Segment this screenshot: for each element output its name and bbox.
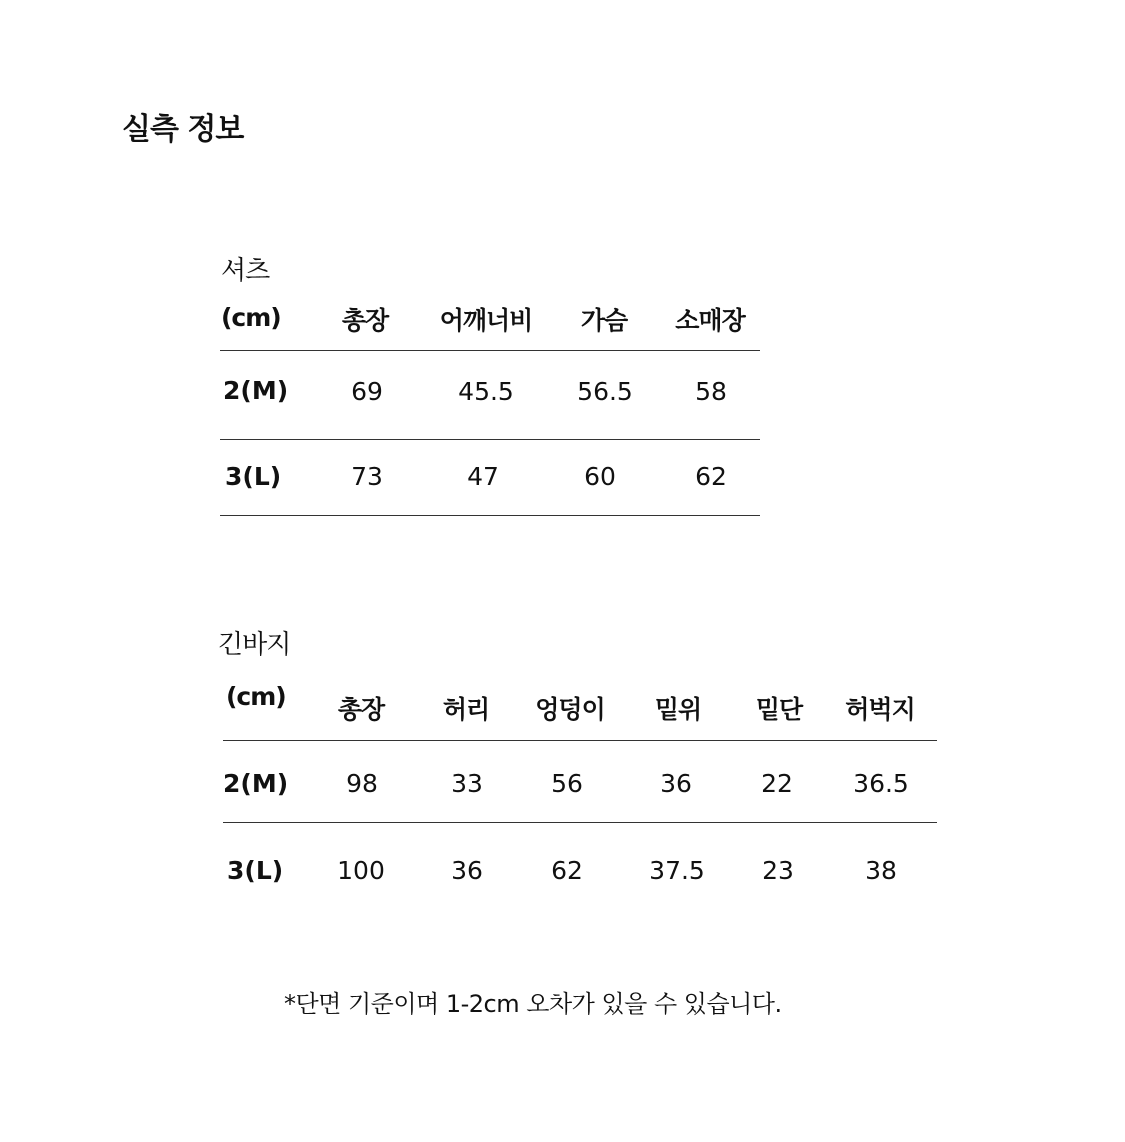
- shirt-cell: 47: [467, 462, 499, 491]
- pants-col-thigh: 허벅지: [845, 695, 915, 724]
- pants-row-size: 2(M): [223, 769, 289, 798]
- shirt-row-size: 3(L): [225, 462, 282, 491]
- pants-cell: 22: [761, 769, 793, 798]
- pants-header-divider: [223, 740, 937, 741]
- shirt-unit-label: (cm): [221, 303, 281, 332]
- pants-cell: 36.5: [853, 769, 909, 798]
- pants-col-waist: 허리: [442, 695, 490, 724]
- shirt-bottom-divider: [220, 515, 760, 516]
- pants-col-rise: 밑위: [654, 695, 702, 724]
- shirt-row-size: 2(M): [223, 376, 289, 405]
- shirt-cell: 58: [695, 377, 727, 406]
- pants-row-size: 3(L): [227, 856, 284, 885]
- shirt-header-divider: [220, 350, 760, 351]
- shirt-row-divider: [220, 439, 760, 440]
- pants-cell: 23: [762, 856, 794, 885]
- pants-cell: 56: [551, 769, 583, 798]
- measurement-note: *단면 기준이며 1-2cm 오차가 있을 수 있습니다.: [284, 990, 782, 1018]
- shirt-col-shoulder: 어깨너비: [439, 306, 533, 335]
- pants-cell: 98: [346, 769, 378, 798]
- pants-cell: 33: [451, 769, 483, 798]
- pants-cell: 100: [337, 856, 385, 885]
- shirt-col-chest: 가슴: [580, 306, 628, 335]
- pants-col-length: 총장: [337, 695, 385, 724]
- shirt-cell: 60: [584, 462, 616, 491]
- shirt-col-sleeve: 소매장: [675, 306, 745, 335]
- pants-section-label: 긴바지: [218, 630, 291, 660]
- pants-unit-label: (cm): [226, 682, 286, 711]
- shirt-cell: 45.5: [458, 377, 514, 406]
- shirt-cell: 56.5: [577, 377, 633, 406]
- shirt-cell: 73: [351, 462, 383, 491]
- pants-cell: 36: [451, 856, 483, 885]
- pants-col-hem: 밑단: [755, 695, 803, 724]
- pants-row-divider: [223, 822, 937, 823]
- pants-cell: 62: [551, 856, 583, 885]
- shirt-cell: 62: [695, 462, 727, 491]
- pants-col-hip: 엉덩이: [535, 695, 605, 724]
- shirt-cell: 69: [351, 377, 383, 406]
- shirt-section-label: 셔츠: [221, 256, 270, 286]
- pants-cell: 38: [865, 856, 897, 885]
- shirt-col-length: 총장: [341, 306, 389, 335]
- page-title: 실측 정보: [122, 112, 244, 147]
- pants-cell: 37.5: [649, 856, 705, 885]
- pants-cell: 36: [660, 769, 692, 798]
